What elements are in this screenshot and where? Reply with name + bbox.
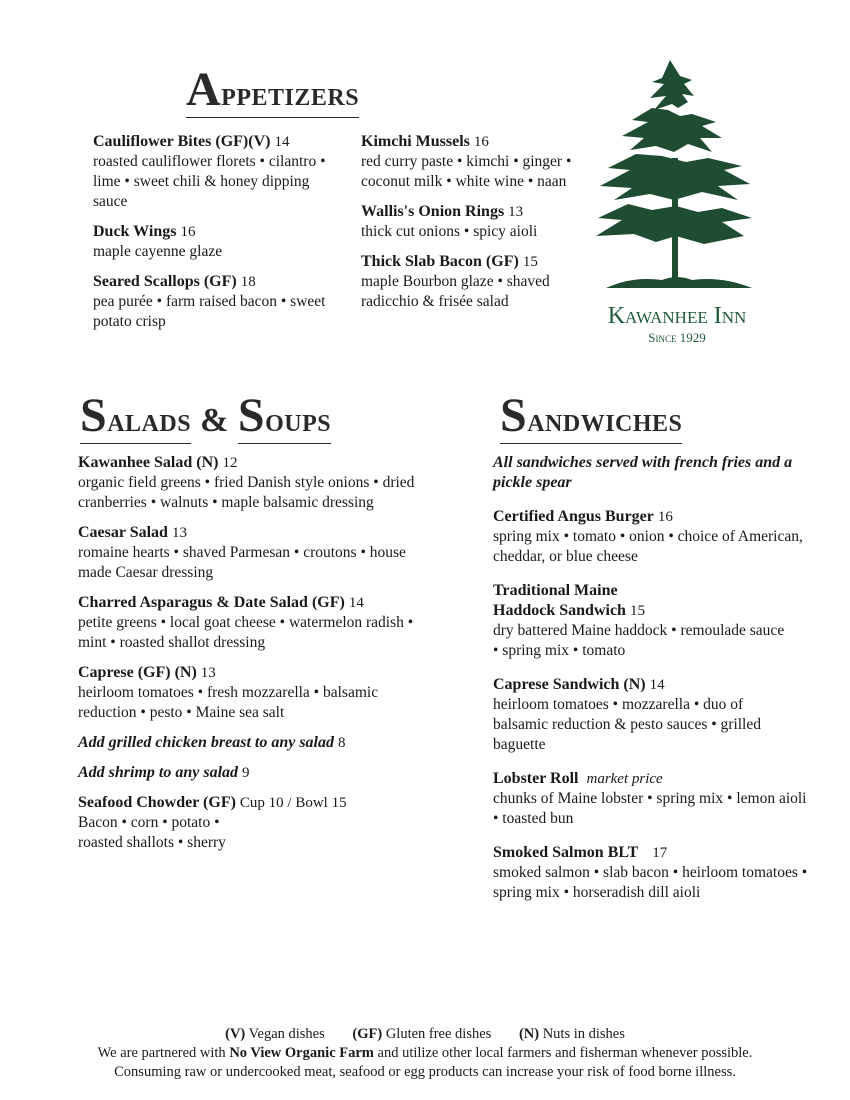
- item-name: Lobster Roll: [493, 770, 579, 787]
- item-price: 13: [200, 665, 216, 681]
- menu-item: [361, 132, 576, 192]
- item-name: Smoked Salmon BLT: [493, 844, 639, 861]
- legend-code: (N): [518, 1026, 540, 1042]
- item-name: Traditional Maine Haddock Sandwich: [493, 582, 626, 619]
- item-price: 13: [508, 204, 524, 220]
- sandwiches-title-cap: S: [500, 389, 528, 442]
- addon-label: Add grilled chicken breast to any salad: [78, 734, 334, 751]
- footer: [0, 1025, 850, 1082]
- logo-since: Since 1929: [648, 330, 706, 345]
- item-price: market price: [586, 771, 663, 787]
- menu-item: [93, 272, 343, 332]
- menu-item: [493, 507, 815, 567]
- addon-shrimp: [78, 763, 418, 783]
- menu-item: [361, 202, 576, 242]
- menu-item: [78, 663, 418, 723]
- item-name: Seared Scallops (GF): [93, 273, 237, 290]
- partner-name: No View Organic Farm: [229, 1045, 374, 1061]
- item-description: chunks of Maine lobster • spring mix • lemon aioli • toasted bun: [493, 790, 807, 827]
- pine-tree-icon: [592, 58, 762, 298]
- legend-code: (GF): [352, 1026, 383, 1042]
- item-name: Wallis's Onion Rings: [361, 203, 505, 220]
- item-description: romaine hearts • shaved Parmesan • croutons • house made Caesar dressing: [78, 544, 406, 581]
- item-description: thick cut onions • spicy aioli: [361, 223, 538, 240]
- item-name: Caprese (GF) (N): [78, 664, 197, 681]
- menu-item: [493, 843, 815, 903]
- item-name: Kawanhee Salad (N): [78, 454, 219, 471]
- item-description: red curry paste • kimchi • ginger • coconut milk • white wine • naan: [361, 153, 572, 190]
- item-name: Caesar Salad: [78, 524, 168, 541]
- appetizers-column-1: [93, 132, 343, 342]
- item-price: 16: [657, 509, 673, 525]
- item-price: 14: [348, 595, 364, 611]
- salads-title-cap: S: [80, 389, 108, 442]
- item-price: 17: [652, 845, 668, 861]
- item-description: roasted cauliflower florets • cilantro • lime • sweet chili & honey dipping sauce: [93, 153, 326, 210]
- legend-text: Nuts in dishes: [542, 1026, 625, 1042]
- menu-item-chowder: [78, 793, 418, 853]
- item-price: 15: [522, 254, 538, 270]
- salads-soups-title: [80, 389, 332, 444]
- item-description: pea purée • farm raised bacon • sweet potato crisp: [93, 293, 326, 330]
- item-name: Seafood Chowder (GF): [78, 794, 236, 811]
- appetizers-column-2: [361, 132, 576, 322]
- item-price: 14: [649, 677, 665, 693]
- menu-item: [493, 769, 815, 829]
- menu-item: [361, 252, 576, 312]
- item-name: Duck Wings: [93, 223, 177, 240]
- item-description: maple cayenne glaze: [93, 243, 223, 260]
- item-description: petite greens • local goat cheese • watermelon radish • mint • roasted shallot dressing: [78, 614, 414, 651]
- soups-title-rest: oups: [265, 402, 332, 439]
- sandwiches-title: [500, 389, 683, 444]
- item-name: Charred Asparagus & Date Salad (GF): [78, 594, 345, 611]
- legend-gluten-free: [352, 1026, 491, 1042]
- sandwiches-title-rest: andwiches: [527, 402, 683, 439]
- item-price: 15: [629, 603, 645, 619]
- menu-item: [78, 593, 418, 653]
- sandwiches-note: All sandwiches served with french fries and a pickle spear: [493, 454, 793, 491]
- partner-pre: We are partnered with: [97, 1045, 226, 1061]
- item-price: 14: [274, 134, 290, 150]
- item-description: heirloom tomatoes • fresh mozzarella • balsamic reduction • pesto • Maine sea salt: [78, 684, 379, 721]
- menu-item: [78, 453, 418, 513]
- partner-line: [0, 1044, 850, 1063]
- addon-price: 9: [242, 765, 250, 781]
- item-name: Caprese Sandwich (N): [493, 676, 646, 693]
- item-name: Thick Slab Bacon (GF): [361, 253, 519, 270]
- logo-name: Kawanhee Inn: [607, 303, 747, 329]
- appetizers-title-cap: A: [186, 63, 222, 116]
- salads-title-rest: alads: [107, 402, 192, 439]
- salads-soups-list: [78, 453, 418, 863]
- kawanhee-inn-logo: [592, 58, 767, 346]
- dietary-legend: [0, 1025, 850, 1044]
- item-name: Cauliflower Bites (GF)(V): [93, 133, 271, 150]
- menu-item: [78, 523, 418, 583]
- item-description: organic field greens • fried Danish style onions • dried cranberries • walnuts • maple balsamic dressing: [78, 474, 415, 511]
- item-description: smoked salmon • slab bacon • heirloom tomatoes • spring mix • horseradish dill aioli: [493, 864, 808, 901]
- legend-code: (V): [225, 1026, 246, 1042]
- appetizers-title-rest: ppetizers: [221, 76, 360, 113]
- legend-nuts: [519, 1026, 625, 1042]
- item-price: 16: [473, 134, 489, 150]
- item-price: 13: [171, 525, 187, 541]
- item-description: dry battered Maine haddock • remoulade sauce • spring mix • tomato: [493, 622, 785, 659]
- item-price: 16: [180, 224, 196, 240]
- legend-vegan: [225, 1026, 325, 1042]
- legend-text: Vegan dishes: [248, 1026, 325, 1042]
- item-name: Kimchi Mussels: [361, 133, 470, 150]
- food-warning: Consuming raw or undercooked meat, seafood or egg products can increase your risk of food borne illness.: [114, 1064, 736, 1080]
- item-description: heirloom tomatoes • mozzarella • duo of balsamic reduction & pesto sauces • grilled baguette: [493, 696, 761, 753]
- appetizers-title: [186, 63, 360, 118]
- menu-item: [93, 132, 343, 212]
- legend-text: Gluten free dishes: [385, 1026, 492, 1042]
- partner-post: and utilize other local farmers and fisherman whenever possible.: [377, 1045, 753, 1061]
- soups-title-cap: S: [237, 389, 266, 442]
- item-price: 12: [222, 455, 238, 471]
- menu-item: [493, 675, 815, 755]
- addon-chicken: [78, 733, 418, 753]
- item-description: Bacon • corn • potato • roasted shallots • sherry: [78, 814, 226, 851]
- addon-price: 8: [338, 735, 346, 751]
- item-description: spring mix • tomato • onion • choice of American, cheddar, or blue cheese: [493, 528, 803, 565]
- addon-label: Add shrimp to any salad: [78, 764, 239, 781]
- item-price: 18: [240, 274, 256, 290]
- menu-item: [93, 222, 343, 262]
- menu-item: [493, 581, 815, 661]
- item-price: Cup 10 / Bowl 15: [239, 795, 347, 811]
- salads-title-amp: &: [200, 402, 229, 439]
- item-description: maple Bourbon glaze • shaved radicchio & frisée salad: [361, 273, 550, 310]
- item-name: Certified Angus Burger: [493, 508, 654, 525]
- sandwiches-list: [493, 453, 815, 913]
